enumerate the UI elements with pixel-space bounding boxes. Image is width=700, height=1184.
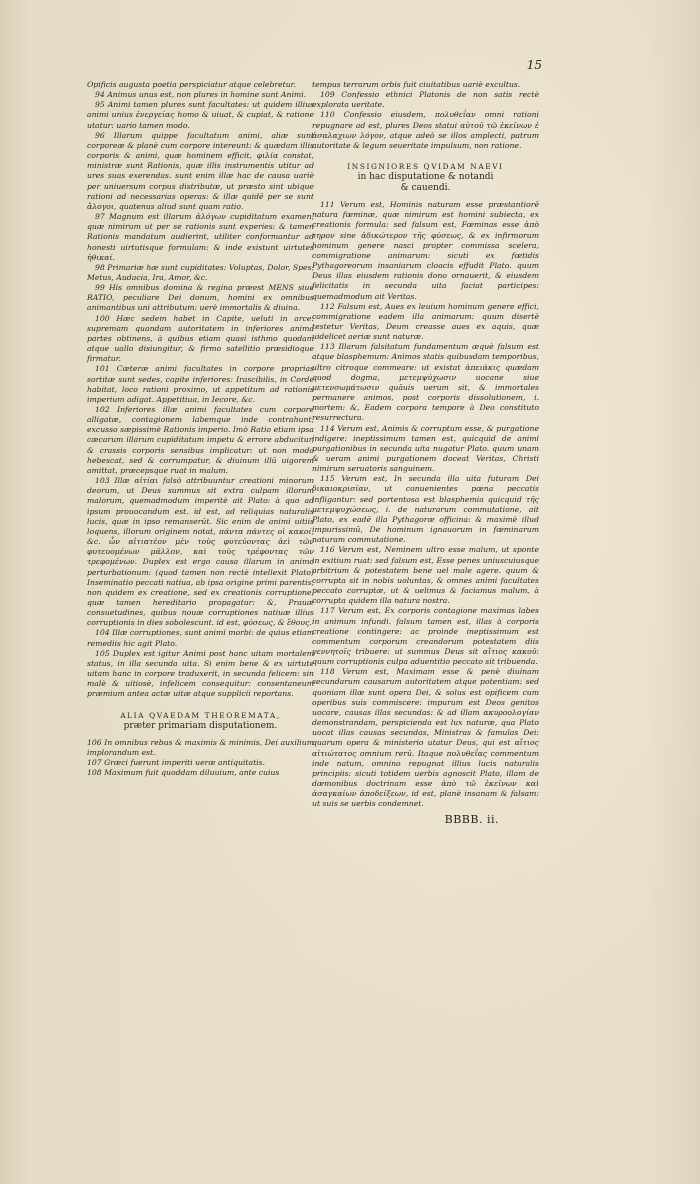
paragraph: 102 Inferiores illæ animi facultates cum corpore alligatæ, contagionem labemque inde contrahunt, excusso sæpissimè Rationis imperio. Imò Ratio etiam ipsa cæcarum illarum cupiditatum impetu & errore abducitur, & crassis corporis sensibus implicatur: ut non modo hebescat, sed & corrumpatur, & diuinum illū uigorem amittat, præcepsque ruat in malum. bbox=[87, 405, 314, 475]
right-column bbox=[312, 80, 539, 826]
section-heading-title: INSIGNIORES QVIDAM NAEVI bbox=[347, 162, 504, 172]
paragraph: 105 Duplex est igitur Animi post hanc uitam mortalem status, in illa secunda uita. Si enim bene & ex uirtute uitam hanc in corpore traduxerit, in secunda felicem: sin malè & uitiosè, infelicem consequitur: consentaneum præmium antea actæ uitæ atque supplicii reportans. bbox=[87, 648, 314, 699]
paragraph: Opificis augusta poetia perspiciatur atque celebretur. bbox=[87, 80, 296, 89]
section-heading bbox=[312, 161, 539, 194]
paragraph: 101 Cæteræ animi facultates in corpore proprias sortitæ sunt sedes, capite inferiores: Irascibilis, in Corde habitat, loco rationi proximo, ut appetitum ad rationis imperium adigat. Appetitiua, in Iecore, &c. bbox=[87, 364, 314, 404]
section-heading-subtitle: & cauendi. bbox=[400, 183, 451, 194]
paragraph: 111 Verum est, Hominis naturam esse præstantiorē natura fœminæ, quæ nimirum est homini subiecta, ex creationis formula: sed falsum est, Fœminas esse ἀπὸ τηρον sine ἀδικώτερον τῆς φύσεως, & ex infirmorum hominum genere nasci propter commissa scelera, commigratione animarum: sicuti ex fœtidis Pythagoreorum insaniarum cloacis effudit Plato. quum Deus illas eiusdem rationis dono ornauerit, & eiusdem felicitatis in secunda uita faciat participes: quemadmodum ait Veritas. bbox=[312, 200, 539, 301]
paragraph: 98 Primariæ hæ sunt cupiditates: Voluptas, Dolor, Spes, Metus, Audacia, Ira, Amor, &c. bbox=[87, 262, 314, 282]
signature-mark: BBBB. ii. bbox=[444, 813, 499, 827]
paragraph: 106 In omnibus rebus & maximis & minimis, Dei auxilium implorandum est. bbox=[87, 737, 314, 757]
paragraph: 97 Magnum est illarum ἀλόγων cupiditatum examen, quæ nimirum ut per se rationis sunt experies: & tamen Rationis mandatum audierint, utiliter conformantur ad honesti uirtutisque formulam: & inde existunt uirtutes ἠθικαί. bbox=[87, 212, 314, 262]
paragraph: 103 Illæ αἰτίαι falsò attribuuntur creationi minorum deorum, ut Deus summus sit extra culpam illorum malorum, quemadmodum imperitè ait Plato: à quo ad ipsum prouocandum est. id est, ad reliquias naturalis lucis, quæ in ipso remanserūt. Sic enim de animi uitiis loquens, illorum originem notat, πάντα πάντες οἱ κακοί, &c. ὧν αἰτιατέον μὲν τοὺς φυτεύοντας ἀεὶ τῶν φυτευομένων μᾶλλον, καὶ τοὺς τρέφοντας τῶν τρεφομένων. Duplex est ergo causa illarum in animo perturbationum: (quod tamen non rectè intellexit Plato) Inseminatio peccati natiua, ab ipsa origine primi parentis, non quidem ex creatione, sed ex creationis corruptione, quæ tamen hereditario propagatur: &, Prauæ consuetudines, quibus nouæ corruptiones natiuæ illius corruptionis in dies sobolescunt. id est, φύσεως, & ἔθους. bbox=[87, 476, 314, 628]
paragraph: 96 Illarum quippe facultatum animi, aliæ sunt corporeæ & planè cum corpore intereunt: & quædam illis corporis & animi, quæ hominem efficit, φιλία constat, ministræ sunt Rationis, quæ illis instrumentis utitur ad ures suas exerendas. sunt enim illæ hac de causa uariè per uniuersum corpus distributæ, ut præsto sint ubique rationi ad necessarias operas: & illæ quidē per se sunt ἄλογοι, quatenus aliud sunt quam ratio. bbox=[87, 130, 314, 211]
paragraph: 114 Verum est, Animis & corruptum esse, & purgatione indigere: ineptissimum tamen est, quicquid de animi purgationibus in secunda uita nugatur Plato. quum unam & ueram animi purgationem doceat Veritas, Christi nimirum seruatoris sanguinem. bbox=[312, 423, 539, 474]
paragraph: 99 His omnibus domina & regina præest MENS siue RATIO, peculiare Dei donum, homini ex omnibus animantibus uni attributum: uerè immortalis & diuina. bbox=[87, 283, 314, 313]
paragraph: 118 Verum est, Maximam esse & penè diuinam secundarum causarum autoritatem atque potentiam: sed quoniam illæ sunt opera Dei, & solus est opificem cum operibus suis commiscere: impurum est Deos genitos uocare, causas illas secundas: & ad illam ακυροολογίαν demonstrandam, perspicienda est lux naturæ, qua Plato uocat illas causas secundas, Ministras & famulas Dei: quarum opera & ministerio utatur Deus, qui est αἴτιος αἰτιώτατος omnium rerū. Itaque πολυθεΐας commentum inde natum, omnino repugnat illius lucis naturalis principiis: sicuti totidem uerbis agnoscit Plato, illam de dæmonibus doctrinam esse ἀπὸ τῶ ἐκεῖνων καὶ ἀσαγκαίων ἀποδείξεων, id est, planè insanam & falsam: ut suis se uerbis condemnet. bbox=[312, 667, 539, 809]
paragraph: 116 Verum est, Neminem ultro esse malum, ut sponte in exitium ruat: sed falsum est, Esse penes uniuscuiusque arbitrium & potestatem bene uel male agere. quum & corrupta sit in nobis uoluntas, & omnes animi facultates peccato corruptæ, ut & uelimus & faciamus malum, à corrupta quidem illa natura nostra. bbox=[312, 545, 539, 606]
paragraph: 112 Falsum est, Aues ex leuium hominum genere effici, commigratione eadem illa animarum: quum disertè testetur Veritas, Deum creasse aues ex aquis, quæ uidelicet aeriæ sunt naturæ. bbox=[312, 301, 539, 342]
paragraph: 94 Animus unus est, non plures in homine sunt Animi. bbox=[95, 90, 307, 100]
paragraph: 107 Græci fuerunt imperiti ueræ antiquitatis. bbox=[87, 757, 266, 767]
paragraph: 95 Animi tamen plures sunt facultates: ut quidem illius animi unius ἐνεργείας homo & uiuat, & cupiat, & ratione utatur: uario tamen modo. bbox=[87, 100, 314, 130]
left-column bbox=[87, 80, 314, 778]
paragraph: 110 Confessio eiusdem, πολυθεΐαν omni rationi repugnare ad est, plures Deos statui αὐτοῦ τῶ ἐκεῖνων ἐ ἀσαλαχιων λόγον, atque adeò se illos amplecti, patrum autoritate & legum seueritate impulsum, non ratione. bbox=[312, 110, 539, 150]
section-heading-subtitle: in hac disputatione & notandi bbox=[357, 172, 494, 183]
paragraph: 108 Maximum fuit quoddam diluuium, ante cuius bbox=[87, 768, 280, 777]
paragraph: 109 Confessio ethnici Platonis de non satis rectè explorata ueritate. bbox=[312, 90, 539, 110]
section-heading bbox=[87, 710, 314, 732]
section-heading-subtitle: præter primariam disputationem. bbox=[123, 720, 278, 731]
page-number: 15 bbox=[526, 58, 542, 72]
paragraph: tempus terrarum orbis fuit ciuitatibus uariè excultus. bbox=[312, 80, 521, 89]
paragraph: 100 Hæc sedem habet in Capite, ueluti in arce: supremam quandam autoritatem in inferiores anima partes obtinens, à quibus etiam quasi isthmo quodam atque uallo disiungitur, & firmo satellitio præsidioque firmatur. bbox=[87, 313, 314, 364]
paragraph: 113 Illarum falsitatum fundamentum æquè falsum est atque blasphemum: Animos statis quibusdam temporibus, ultro citroque commeare: ut existat ἀπειάκις quædam quod dogma, μετεμψύχωσιν uocane siue μετενσωμάτωσιν quāuis uerum sit, & immortales permanere animos, post corporis dissolutionem, i. mortem: &, Eadem corpora tempore à Deo constituto resurrectura. bbox=[312, 342, 539, 423]
paragraph: 117 Verum est, Ex corporis contagione maximas labes in animum infundi. falsum tamen est, illas à corporis creatione contingere: ac proinde ineptissimum est commentum corporum creandorum potestatem diis γεννητοῖς tribuere: ut summus Deus sit αἴτιος κακοῦ: quum corruptionis culpa aduentitio peccato sit tribuenda. bbox=[312, 606, 539, 667]
paragraph: 115 Verum est, In secunda illa uita futuram Dei δικαιοκρισίαν, ut conuenientes pœna peccatis infligantur: sed portentosa est blasphemia quicquid τῆς μετεμψυχώσεως, i. de naturarum commutatione, ait Plato, ex eadē illa Pythagoræ officina: & maximè illud impurissimū, De hominum ignauorum in fœminarum naturam commutatione. bbox=[312, 474, 539, 545]
paragraph: 104 Illæ corruptiones, sunt animi morbi: de quius etiam remediis hic agit Plato. bbox=[87, 628, 314, 648]
section-heading-title: ALIA QVAEDAM THEOREMATA, bbox=[120, 710, 281, 720]
